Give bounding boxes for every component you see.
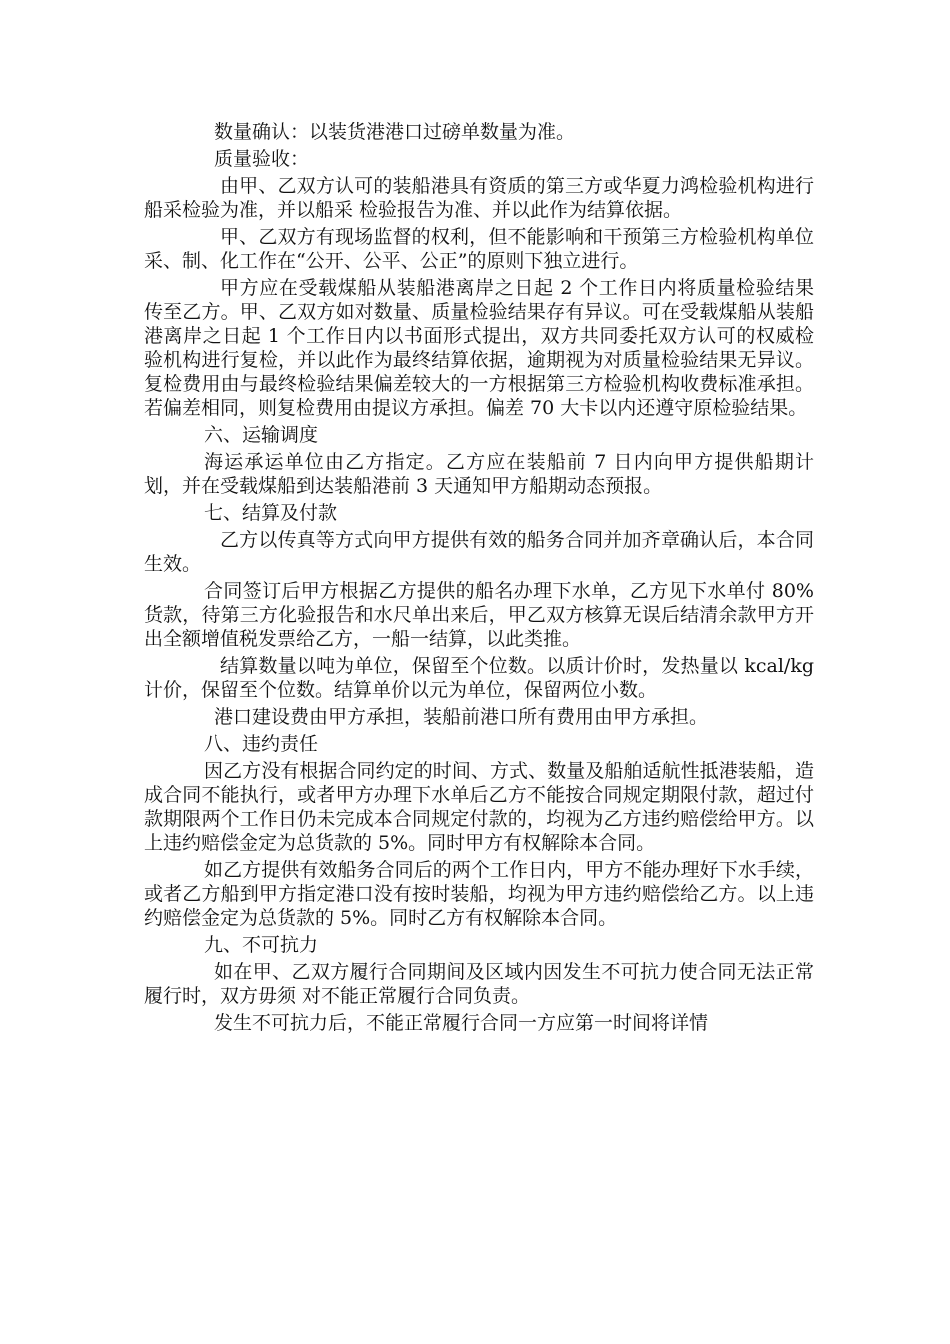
paragraph-quality-acceptance-heading: 质量验收： (214, 148, 310, 170)
paragraph-inspection-agency: 由甲、乙双方认可的装船港具有资质的第三方或华夏力鸿检验机构进行船采检验为准，并以船采 检验报告为准、并以此作为结算依据。 (144, 175, 814, 221)
paragraph-inspection-results: 甲方应在受载煤船从装船港离岸之日起 2 个工作日内将质量检验结果传至乙方。甲、乙双方如对数量、质量检验结果存有异议。可在受载煤船从装船港离岸之日起 1 个工作日内以书面形式提出，双方共同委托双方认可的权威检验机构进行复检，并以此作为最终结算依据，逾期视为对质量检验结果无异议。复检费用由与最终检验结果偏差较大的一方根据第三方检验机构收费标准承担。若偏差相同，则复检费用由提议方承担。偏差 70 大卡以内还遵守原检验结果。 (144, 277, 814, 419)
paragraph-port-fees: 港口建设费由甲方承担，装船前港口所有费用由甲方承担。 (214, 706, 709, 728)
document-body (144, 120, 821, 1038)
paragraph-quantity-confirmation: 数量确认：以装货港港口过磅单数量为准。 (214, 121, 576, 143)
paragraph-contract-effective: 乙方以传真等方式向甲方提供有效的船务合同并加齐章确认后，本合同生效。 (144, 529, 814, 575)
section-heading-settlement: 七、结算及付款 (204, 502, 338, 524)
section-heading-transport: 六、运输调度 (204, 424, 319, 446)
paragraph-site-supervision: 甲、乙双方有现场监督的权利，但不能影响和干预第三方检验机构单位采、制、化工作在“公开、公平、公正”的原则下独立进行。 (144, 226, 814, 272)
paragraph-settlement-units: 结算数量以吨为单位，保留至个位数。以质计价时，发热量以 kcal/kg 计价，保留至个位数。结算单价以元为单位，保留两位小数。 (144, 655, 821, 701)
paragraph-breach-party-a: 如乙方提供有效船务合同后的两个工作日内，甲方不能办理好下水手续，或者乙方船到甲方指定港口没有按时装船，均视为甲方违约赔偿给乙方。以上违约赔偿金定为总货款的 5%。同时乙方有权解除本合同。 (144, 859, 814, 929)
section-heading-force-majeure: 九、不可抗力 (204, 934, 319, 956)
paragraph-force-majeure: 如在甲、乙双方履行合同期间及区域内因发生不可抗力使合同无法正常履行时，双方毋须 对不能正常履行合同负责。 (144, 961, 814, 1007)
paragraph-payment-terms: 合同签订后甲方根据乙方提供的船名办理下水单，乙方见下水单付 80%货款，待第三方化验报告和水尺单出来后，甲乙双方核算无误后结清余款甲方开出全额增值税发票给乙方，一船一结算，以此类推。 (144, 580, 814, 650)
paragraph-breach-party-b: 因乙方没有根据合同约定的时间、方式、数量及船舶适航性抵港装船，造成合同不能执行，或者甲方办理下水单后乙方不能按合同规定期限付款，超过付款期限两个工作日仍未完成本合同规定付款的，均视为乙方违约赔偿给甲方。以上违约赔偿金定为总货款的 5%。同时甲方有权解除本合同。 (144, 760, 814, 854)
section-heading-breach: 八、违约责任 (204, 733, 319, 755)
paragraph-force-majeure-notice: 发生不可抗力后，不能正常履行合同一方应第一时间将详情 (214, 1012, 709, 1034)
paragraph-shipping-schedule: 海运承运单位由乙方指定。乙方应在装船前 7 日内向甲方提供船期计划，并在受载煤船到达装船港前 3 天通知甲方船期动态预报。 (144, 451, 814, 497)
